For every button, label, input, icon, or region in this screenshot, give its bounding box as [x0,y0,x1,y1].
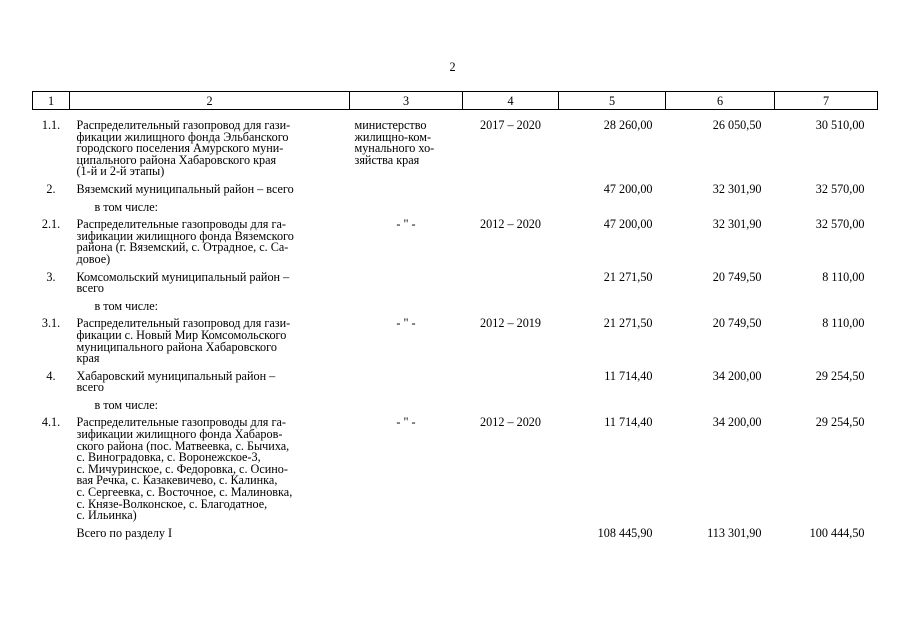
table-row [33,184,878,202]
table-row [33,219,878,271]
row-value-1: 47 200,00 [603,181,653,196]
row-value-1: 108 445,90 [597,525,653,540]
row-value-2: 34 200,00 [712,368,762,383]
row-value-1: 21 271,50 [603,316,653,331]
col-header-3: 3 [350,92,463,110]
row-value-1: 47 200,00 [603,217,653,232]
table-row [33,318,878,370]
row-period: 2017 – 2020 [480,118,541,132]
row-name: Распределительные газопроводы для га- зификации жилищного фонда Вяземского района (г. Вяземский, с. Отрадное, с. Са- довое) [76,217,294,266]
row-value-1: 28 260,00 [603,118,653,132]
table-row [33,120,878,184]
row-responsible: - " - [396,217,416,232]
table-row [33,417,878,527]
row-period: 2012 – 2020 [480,415,541,430]
row-name: в том числе: [94,397,159,412]
row-value-2: 32 301,90 [712,181,762,196]
header-row [33,92,878,110]
row-value-2: 26 050,50 [712,118,762,132]
row-value-2: 20 749,50 [712,316,762,331]
row-period [463,272,559,301]
row-value-2: 34 200,00 [712,415,762,430]
row-value-1: 11 714,40 [604,368,653,383]
row-name: в том числе: [94,298,159,313]
row-number: 2.1. [41,217,61,232]
row-value-1: 11 714,40 [604,415,653,430]
row-number: 2. [46,181,56,196]
row-responsible [350,528,463,540]
row-value-3: 32 570,00 [815,217,865,232]
row-responsible: министерство жилищно-ком- мунального хо- зяйства края [354,118,435,167]
row-period [463,371,559,400]
row-name: Распределительные газопроводы для га- зификации жилищного фонда Хабаров- ского района (пос. Матвеевка, с. Бычиха, с. Виноградовка, с. Воронежское-3, с. Мичуринское, с. Федоровка, с. Осино- вая Речка, с. Казакевичево, с. Калинка, с. Сергеевка, с. Восточное, с. Малиновка, с. Князе-Волконское, с. Благодатное, с. Ильинка) [76,415,293,523]
row-value-3: 8 110,00 [822,316,865,331]
row-number: 4.1. [41,415,61,430]
row-number: 3. [46,269,56,284]
col-header-4: 4 [463,92,559,110]
total-row [33,528,878,540]
col-header-1: 1 [33,92,70,110]
program-table [32,91,878,539]
row-value-3: 29 254,50 [815,368,865,383]
row-value-3: 100 444,50 [809,525,865,540]
row-value-3: 29 254,50 [815,415,865,430]
row-number: 1.1. [41,118,61,132]
row-value-1: 21 271,50 [603,269,653,284]
table-row [33,371,878,400]
row-value-2: 113 301,90 [707,525,762,540]
row-period: 2012 – 2020 [480,217,541,232]
row-responsible: - " - [396,415,416,430]
row-number [33,528,70,540]
row-value-3: 8 110,00 [822,269,865,284]
row-period [463,528,559,540]
col-header-2: 2 [70,92,350,110]
row-period: 2012 – 2019 [480,316,541,331]
row-name: в том числе: [94,199,159,214]
col-header-5: 5 [559,92,666,110]
row-value-3: 32 570,00 [815,181,865,196]
row-name: Распределительный газопровод для гази- фикации с. Новый Мир Комсомольского муниципального района Хабаровского края [76,316,291,366]
col-header-6: 6 [666,92,775,110]
table-row [33,272,878,301]
row-number: 4. [46,368,56,383]
row-number: 3.1. [41,316,61,331]
row-responsible [350,184,463,202]
row-name: Всего по разделу I [76,525,173,540]
row-name: Вяземский муниципальный район – всего [76,181,294,196]
col-header-7: 7 [775,92,878,110]
page-number: 2 [449,60,456,74]
row-value-2: 20 749,50 [712,269,762,284]
row-responsible [350,272,463,301]
row-name: Распределительный газопровод для гази- фикации жилищного фонда Эльбанского городского поселения Амурского муни- ципального района Хабаровского края (1-й и 2-й этапы) [76,118,291,179]
row-name: Хабаровский муниципальный район – всего [76,368,276,395]
row-value-2: 32 301,90 [712,217,762,232]
row-responsible: - " - [396,316,416,331]
row-value-3: 30 510,00 [815,118,865,132]
row-responsible [350,371,463,400]
row-name: Комсомольский муниципальный район – всего [76,269,290,296]
row-period [463,184,559,202]
